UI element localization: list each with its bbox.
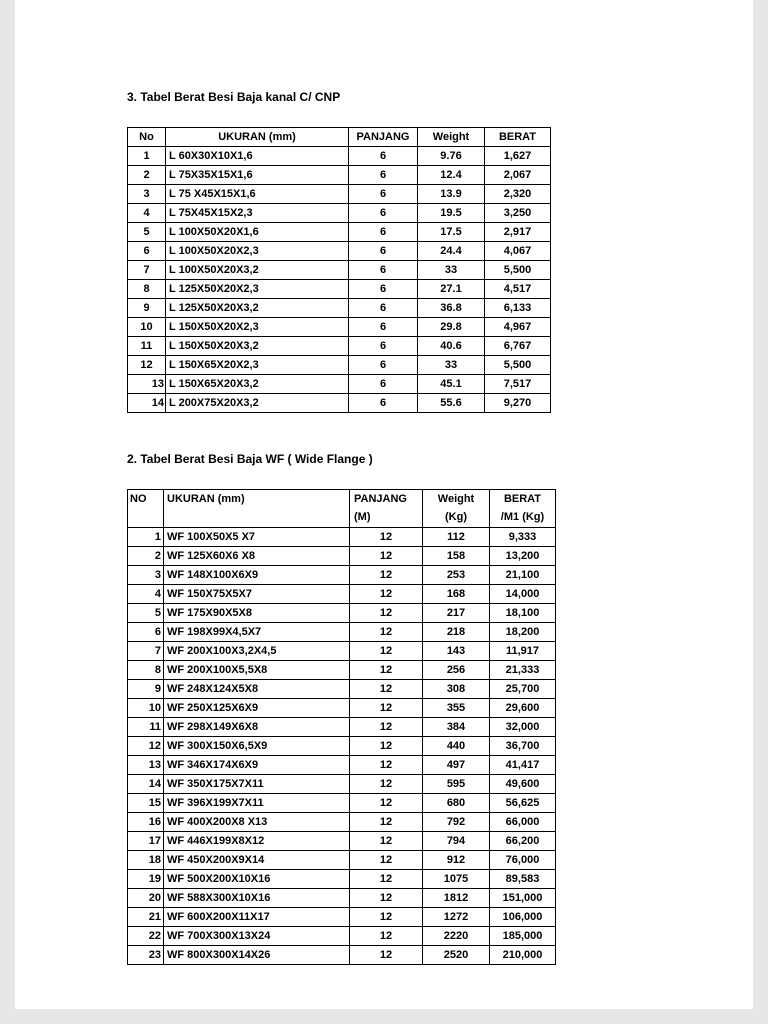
table-cell: 2,917 bbox=[485, 223, 551, 242]
table-cell: WF 175X90X5X8 bbox=[164, 604, 350, 623]
table-row bbox=[128, 547, 556, 566]
table-cell: L 75 X45X15X1,6 bbox=[166, 185, 349, 204]
table-cell: 12 bbox=[350, 528, 423, 547]
table-cell: 6 bbox=[349, 394, 418, 413]
table-row bbox=[128, 661, 556, 680]
table-cell: 11 bbox=[128, 718, 164, 737]
table-cell: 1 bbox=[128, 528, 164, 547]
table-cell: 29.8 bbox=[418, 318, 485, 337]
header-row bbox=[128, 490, 556, 528]
table-cell: 1 bbox=[128, 147, 166, 166]
table-cell: 3,250 bbox=[485, 204, 551, 223]
table-cell: 18,100 bbox=[490, 604, 556, 623]
column-header-line: Weight bbox=[437, 493, 475, 505]
table-cell: 7,517 bbox=[485, 375, 551, 394]
table-cell: 151,000 bbox=[490, 889, 556, 908]
table-cell: 22 bbox=[128, 927, 164, 946]
table-cell: 10 bbox=[128, 699, 164, 718]
table-cell: WF 600X200X11X17 bbox=[164, 908, 350, 927]
cnp-weight-table bbox=[127, 127, 551, 413]
table-cell: 10 bbox=[128, 318, 166, 337]
table-cell: 6 bbox=[128, 242, 166, 261]
table-cell: 384 bbox=[423, 718, 490, 737]
table-cell: 36,700 bbox=[490, 737, 556, 756]
column-header bbox=[490, 490, 556, 528]
table-cell: L 200X75X20X3,2 bbox=[166, 394, 349, 413]
table-cell: 308 bbox=[423, 680, 490, 699]
table-cell: 106,000 bbox=[490, 908, 556, 927]
table-cell: 143 bbox=[423, 642, 490, 661]
table-cell: WF 100X50X5 X7 bbox=[164, 528, 350, 547]
table-row bbox=[128, 927, 556, 946]
table-cell: 12 bbox=[350, 908, 423, 927]
table-cell: 1,627 bbox=[485, 147, 551, 166]
table-row bbox=[128, 299, 551, 318]
table-cell: 12 bbox=[350, 794, 423, 813]
table-cell: 19 bbox=[128, 870, 164, 889]
table-row bbox=[128, 680, 556, 699]
table-cell: 6 bbox=[349, 147, 418, 166]
table-cell: 14 bbox=[128, 394, 166, 413]
table-cell: 21,100 bbox=[490, 566, 556, 585]
table-cell: 56,625 bbox=[490, 794, 556, 813]
table-cell: 33 bbox=[418, 261, 485, 280]
table-cell: 21,333 bbox=[490, 661, 556, 680]
table-cell: WF 350X175X7X11 bbox=[164, 775, 350, 794]
table-cell: 7 bbox=[128, 261, 166, 280]
table-cell: 29,600 bbox=[490, 699, 556, 718]
table-cell: 12 bbox=[350, 661, 423, 680]
table-cell: 6,133 bbox=[485, 299, 551, 318]
table-cell: 4 bbox=[128, 204, 166, 223]
table-cell: WF 700X300X13X24 bbox=[164, 927, 350, 946]
table-cell: 12 bbox=[350, 642, 423, 661]
table-cell: 792 bbox=[423, 813, 490, 832]
table-cell: 11 bbox=[128, 337, 166, 356]
table-cell: 355 bbox=[423, 699, 490, 718]
table-cell: 12 bbox=[350, 889, 423, 908]
table-row bbox=[128, 908, 556, 927]
wf-weight-table bbox=[127, 489, 556, 965]
table-cell: 253 bbox=[423, 566, 490, 585]
table-cell: L 60X30X10X1,6 bbox=[166, 147, 349, 166]
table-row bbox=[128, 699, 556, 718]
table-cell: 6 bbox=[349, 280, 418, 299]
table-cell: 12 bbox=[350, 927, 423, 946]
table-cell: 18,200 bbox=[490, 623, 556, 642]
table-cell: 12 bbox=[350, 547, 423, 566]
table-cell: 5 bbox=[128, 604, 164, 623]
table-cell: 1272 bbox=[423, 908, 490, 927]
table-cell: L 100X50X20X1,6 bbox=[166, 223, 349, 242]
table-cell: 12 bbox=[350, 832, 423, 851]
table-cell: 9,333 bbox=[490, 528, 556, 547]
table-row bbox=[128, 280, 551, 299]
table-cell: 6 bbox=[128, 623, 164, 642]
table-cell: L 150X50X20X2,3 bbox=[166, 318, 349, 337]
table-cell: L 75X35X15X1,6 bbox=[166, 166, 349, 185]
column-header bbox=[128, 490, 164, 528]
table-cell: 2 bbox=[128, 166, 166, 185]
table-cell: 24.4 bbox=[418, 242, 485, 261]
table-cell: WF 200X100X3,2X4,5 bbox=[164, 642, 350, 661]
table-cell: 6 bbox=[349, 242, 418, 261]
table-cell: 13 bbox=[128, 756, 164, 775]
table-cell: 6 bbox=[349, 261, 418, 280]
cnp-table-title: 3. Tabel Berat Besi Baja kanal C/ CNP bbox=[127, 90, 341, 104]
table-cell: WF 298X149X6X8 bbox=[164, 718, 350, 737]
table-cell: L 125X50X20X2,3 bbox=[166, 280, 349, 299]
table-cell: 2 bbox=[128, 547, 164, 566]
column-header-line: BERAT bbox=[498, 131, 537, 143]
table-row bbox=[128, 261, 551, 280]
table-row bbox=[128, 356, 551, 375]
column-header bbox=[418, 128, 485, 147]
table-cell: 3 bbox=[128, 185, 166, 204]
table-cell: 1812 bbox=[423, 889, 490, 908]
table-cell: 2520 bbox=[423, 946, 490, 965]
table-cell: 12 bbox=[350, 566, 423, 585]
table-cell: 6 bbox=[349, 356, 418, 375]
table-cell: 158 bbox=[423, 547, 490, 566]
table-cell: 19.5 bbox=[418, 204, 485, 223]
table-row bbox=[128, 851, 556, 870]
wf-table-title: 2. Tabel Berat Besi Baja WF ( Wide Flange ) bbox=[127, 452, 373, 466]
table-cell: 5 bbox=[128, 223, 166, 242]
column-header bbox=[166, 128, 349, 147]
table-cell: WF 200X100X5,5X8 bbox=[164, 661, 350, 680]
table-row bbox=[128, 623, 556, 642]
column-header-line: No bbox=[139, 131, 154, 143]
table-cell: 4,067 bbox=[485, 242, 551, 261]
table-cell: 12 bbox=[128, 737, 164, 756]
table-cell: 17 bbox=[128, 832, 164, 851]
table-cell: 12 bbox=[350, 851, 423, 870]
table-cell: 8 bbox=[128, 661, 164, 680]
table-cell: 45.1 bbox=[418, 375, 485, 394]
table-row bbox=[128, 946, 556, 965]
table-cell: 210,000 bbox=[490, 946, 556, 965]
document-content bbox=[15, 0, 753, 965]
table-cell: 12 bbox=[350, 870, 423, 889]
table-cell: 66,000 bbox=[490, 813, 556, 832]
table-cell: 9 bbox=[128, 680, 164, 699]
column-header-line: (M) bbox=[354, 511, 371, 523]
column-header-line: (Kg) bbox=[445, 511, 467, 523]
table-cell: 12 bbox=[350, 756, 423, 775]
table-cell: 218 bbox=[423, 623, 490, 642]
table-cell: WF 148X100X6X9 bbox=[164, 566, 350, 585]
table-cell: 25,700 bbox=[490, 680, 556, 699]
table-cell: L 100X50X20X2,3 bbox=[166, 242, 349, 261]
table-cell: 7 bbox=[128, 642, 164, 661]
table-cell: 76,000 bbox=[490, 851, 556, 870]
table-cell: 12 bbox=[350, 585, 423, 604]
table-cell: 2220 bbox=[423, 927, 490, 946]
table-cell: 9,270 bbox=[485, 394, 551, 413]
table-cell: L 75X45X15X2,3 bbox=[166, 204, 349, 223]
table-row bbox=[128, 166, 551, 185]
table-cell: 12 bbox=[350, 604, 423, 623]
table-cell: 6 bbox=[349, 337, 418, 356]
table-cell: WF 300X150X6,5X9 bbox=[164, 737, 350, 756]
table-cell: 112 bbox=[423, 528, 490, 547]
table-row bbox=[128, 585, 556, 604]
table-cell: 55.6 bbox=[418, 394, 485, 413]
table-cell: 14,000 bbox=[490, 585, 556, 604]
table-cell: 6 bbox=[349, 185, 418, 204]
table-cell: 6 bbox=[349, 299, 418, 318]
table-cell: 6,767 bbox=[485, 337, 551, 356]
table-cell: 33 bbox=[418, 356, 485, 375]
document-page bbox=[15, 0, 753, 1009]
table-cell: 13 bbox=[128, 375, 166, 394]
table-cell: 794 bbox=[423, 832, 490, 851]
table-row bbox=[128, 394, 551, 413]
table-cell: 1075 bbox=[423, 870, 490, 889]
table-cell: 49,600 bbox=[490, 775, 556, 794]
table-cell: 12 bbox=[350, 775, 423, 794]
table-cell: 912 bbox=[423, 851, 490, 870]
table-cell: WF 396X199X7X11 bbox=[164, 794, 350, 813]
column-header bbox=[350, 490, 423, 528]
table-cell: WF 400X200X8 X13 bbox=[164, 813, 350, 832]
table-cell: 12.4 bbox=[418, 166, 485, 185]
table-cell: 256 bbox=[423, 661, 490, 680]
table-cell: WF 198X99X4,5X7 bbox=[164, 623, 350, 642]
table-cell: 12 bbox=[350, 946, 423, 965]
table-cell: WF 150X75X5X7 bbox=[164, 585, 350, 604]
table-cell: 217 bbox=[423, 604, 490, 623]
table-cell: 12 bbox=[350, 718, 423, 737]
table-cell: 2,067 bbox=[485, 166, 551, 185]
table-cell: 11,917 bbox=[490, 642, 556, 661]
table-cell: 14 bbox=[128, 775, 164, 794]
table-cell: 5,500 bbox=[485, 356, 551, 375]
table-cell: 20 bbox=[128, 889, 164, 908]
table-cell: L 150X65X20X3,2 bbox=[166, 375, 349, 394]
table-cell: WF 250X125X6X9 bbox=[164, 699, 350, 718]
table-cell: 13.9 bbox=[418, 185, 485, 204]
table-row bbox=[128, 756, 556, 775]
column-header bbox=[128, 128, 166, 147]
table-cell: 89,583 bbox=[490, 870, 556, 889]
table-cell: 595 bbox=[423, 775, 490, 794]
table-row bbox=[128, 318, 551, 337]
column-header-line: /M1 (Kg) bbox=[500, 511, 545, 523]
table-cell: 3 bbox=[128, 566, 164, 585]
table-cell: 41,417 bbox=[490, 756, 556, 775]
table-row bbox=[128, 737, 556, 756]
column-header bbox=[423, 490, 490, 528]
column-header-line: PANJANG bbox=[354, 493, 407, 505]
table-cell: 9.76 bbox=[418, 147, 485, 166]
table-cell: 6 bbox=[349, 166, 418, 185]
table-row bbox=[128, 642, 556, 661]
table-cell: 12 bbox=[128, 356, 166, 375]
table-row bbox=[128, 337, 551, 356]
table-cell: 5,500 bbox=[485, 261, 551, 280]
table-cell: 185,000 bbox=[490, 927, 556, 946]
table-cell: 8 bbox=[128, 280, 166, 299]
table-cell: 168 bbox=[423, 585, 490, 604]
column-header-line: UKURAN (mm) bbox=[167, 493, 245, 505]
table-cell: WF 450X200X9X14 bbox=[164, 851, 350, 870]
column-header-line: BERAT bbox=[503, 493, 542, 505]
table-row bbox=[128, 147, 551, 166]
table-row bbox=[128, 375, 551, 394]
table-cell: 680 bbox=[423, 794, 490, 813]
table-cell: 6 bbox=[349, 318, 418, 337]
table-cell: 32,000 bbox=[490, 718, 556, 737]
table-row bbox=[128, 204, 551, 223]
table-row bbox=[128, 813, 556, 832]
column-header-line: Weight bbox=[432, 131, 470, 143]
table-cell: WF 125X60X6 X8 bbox=[164, 547, 350, 566]
table-cell: 16 bbox=[128, 813, 164, 832]
header-row bbox=[128, 128, 551, 147]
table-cell: L 150X50X20X3,2 bbox=[166, 337, 349, 356]
table-row bbox=[128, 223, 551, 242]
table-row bbox=[128, 242, 551, 261]
table-cell: 6 bbox=[349, 223, 418, 242]
table-cell: 36.8 bbox=[418, 299, 485, 318]
table-cell: WF 346X174X6X9 bbox=[164, 756, 350, 775]
table-cell: 15 bbox=[128, 794, 164, 813]
column-header bbox=[164, 490, 350, 528]
table-cell: 12 bbox=[350, 699, 423, 718]
table-cell: 23 bbox=[128, 946, 164, 965]
table-cell: WF 248X124X5X8 bbox=[164, 680, 350, 699]
table-cell: 21 bbox=[128, 908, 164, 927]
table-cell: 66,200 bbox=[490, 832, 556, 851]
table-cell: 9 bbox=[128, 299, 166, 318]
table-cell: 12 bbox=[350, 737, 423, 756]
table-cell: L 150X65X20X2,3 bbox=[166, 356, 349, 375]
table-cell: L 100X50X20X3,2 bbox=[166, 261, 349, 280]
table-row bbox=[128, 775, 556, 794]
table-cell: 27.1 bbox=[418, 280, 485, 299]
table-row bbox=[128, 604, 556, 623]
table-row bbox=[128, 566, 556, 585]
table-cell: WF 800X300X14X26 bbox=[164, 946, 350, 965]
table-row bbox=[128, 718, 556, 737]
table-cell: WF 588X300X10X16 bbox=[164, 889, 350, 908]
table-row bbox=[128, 832, 556, 851]
table-row bbox=[128, 528, 556, 547]
table-cell: L 125X50X20X3,2 bbox=[166, 299, 349, 318]
table-cell: 4,967 bbox=[485, 318, 551, 337]
table-row bbox=[128, 794, 556, 813]
table-cell: 18 bbox=[128, 851, 164, 870]
column-header bbox=[485, 128, 551, 147]
table-cell: 4,517 bbox=[485, 280, 551, 299]
table-cell: 6 bbox=[349, 375, 418, 394]
table-cell: 17.5 bbox=[418, 223, 485, 242]
table-cell: 6 bbox=[349, 204, 418, 223]
table-cell: 12 bbox=[350, 680, 423, 699]
column-header-line: NO bbox=[130, 493, 147, 505]
column-header-line: UKURAN (mm) bbox=[218, 131, 296, 143]
table-cell: 440 bbox=[423, 737, 490, 756]
table-cell: 12 bbox=[350, 813, 423, 832]
table-row bbox=[128, 870, 556, 889]
table-cell: WF 500X200X10X16 bbox=[164, 870, 350, 889]
table-cell: 13,200 bbox=[490, 547, 556, 566]
table-cell: 40.6 bbox=[418, 337, 485, 356]
column-header bbox=[349, 128, 418, 147]
table-cell: 2,320 bbox=[485, 185, 551, 204]
table-cell: WF 446X199X8X12 bbox=[164, 832, 350, 851]
table-cell: 12 bbox=[350, 623, 423, 642]
table-row bbox=[128, 889, 556, 908]
table-row bbox=[128, 185, 551, 204]
table-cell: 4 bbox=[128, 585, 164, 604]
table-cell: 497 bbox=[423, 756, 490, 775]
column-header-line: PANJANG bbox=[356, 131, 410, 143]
